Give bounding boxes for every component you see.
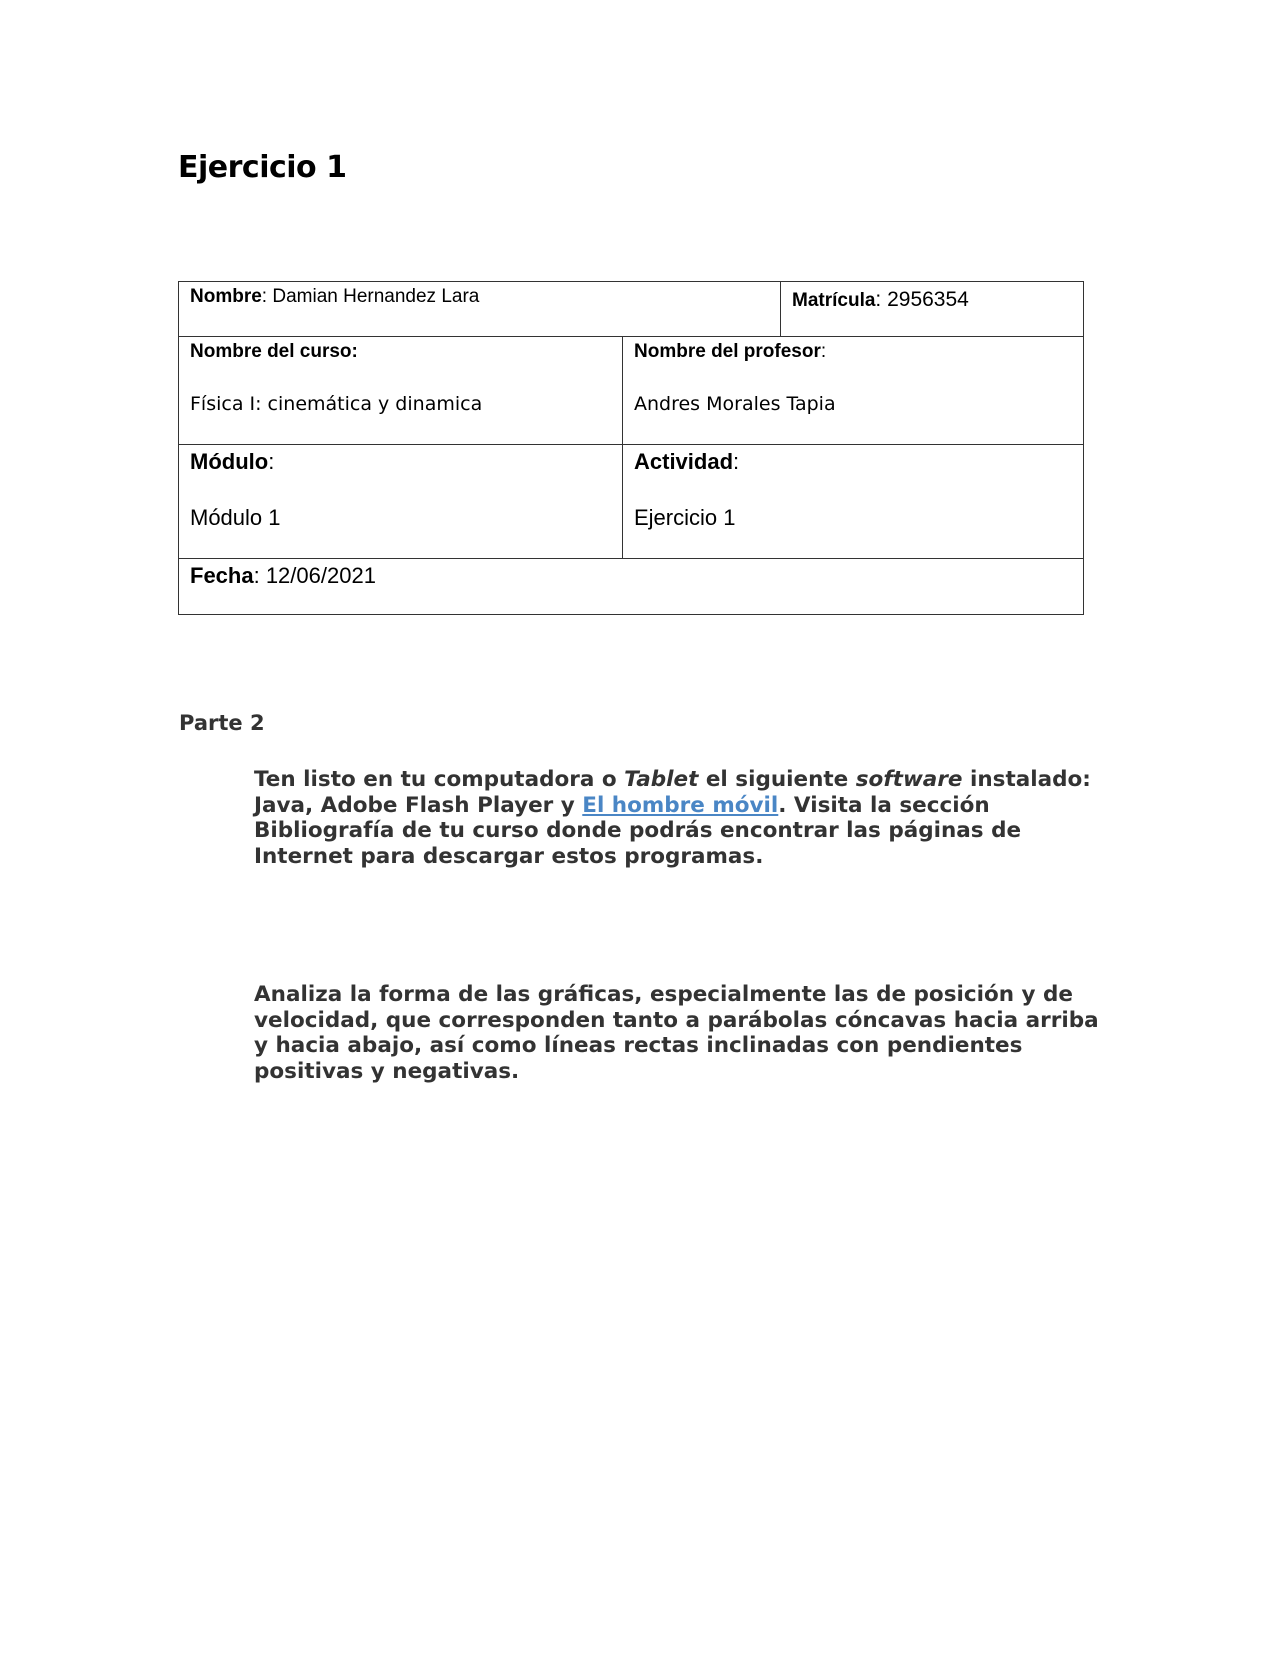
- nombre-cell: [179, 282, 781, 337]
- curso-value: Física I: cinemática y dinamica: [190, 393, 483, 415]
- modulo-colon: :: [268, 449, 275, 474]
- page-title: Ejercicio 1: [178, 150, 347, 185]
- curso-label: Nombre del curso:: [190, 341, 358, 362]
- table-row: [179, 282, 1084, 337]
- actividad-label: Actividad: [634, 449, 734, 474]
- matricula-value: : 2956354: [875, 288, 969, 311]
- actividad-cell: [623, 445, 1084, 559]
- table-row: [179, 445, 1084, 559]
- profesor-colon: :: [820, 341, 827, 362]
- modulo-cell: [179, 445, 623, 559]
- instructions-paragraph: [254, 767, 1104, 869]
- nombre-label: Nombre: [190, 286, 262, 307]
- student-info-table: [178, 281, 1084, 615]
- profesor-label: Nombre del profesor: [634, 341, 821, 362]
- paragraph-text: . Visita la sección Bibliografía de tu curso donde podrás encontrar las páginas de Internet para descargar estos programas.: [254, 792, 1022, 869]
- section-title: Parte 2: [179, 711, 265, 735]
- paragraph-text: instalado: Java, Adobe Flash Player y: [254, 767, 1091, 818]
- italic-text: software: [855, 767, 963, 792]
- modulo-value: Módulo 1: [190, 505, 281, 530]
- table-row: [179, 337, 1084, 445]
- actividad-value: Ejercicio 1: [634, 505, 736, 530]
- profesor-value: Andres Morales Tapia: [634, 393, 836, 415]
- italic-text: Tablet: [624, 767, 699, 792]
- fecha-label: Fecha: [190, 563, 254, 588]
- el-hombre-movil-link[interactable]: El hombre móvil: [582, 792, 779, 818]
- modulo-label: Módulo: [190, 449, 269, 474]
- fecha-value: : 12/06/2021: [253, 563, 376, 588]
- curso-cell: [179, 337, 623, 445]
- analysis-paragraph: Analiza la forma de las gráficas, especialmente las de posición y de velocidad, que corresponden tanto a parábolas cóncavas hacia arriba y hacia abajo, así como líneas rectas inclinadas con pendientes positivas y negativas.: [254, 982, 1099, 1084]
- matricula-label: Matrícula: [792, 290, 876, 311]
- paragraph-text: Ten listo en tu computadora o: [254, 767, 625, 792]
- paragraph-text: el siguiente: [698, 767, 856, 792]
- table-row: [179, 559, 1084, 615]
- profesor-cell: [623, 337, 1084, 445]
- actividad-colon: :: [733, 449, 740, 474]
- fecha-cell: [179, 559, 1084, 615]
- matricula-cell: [781, 282, 1084, 337]
- nombre-value: : Damian Hernandez Lara: [261, 286, 480, 307]
